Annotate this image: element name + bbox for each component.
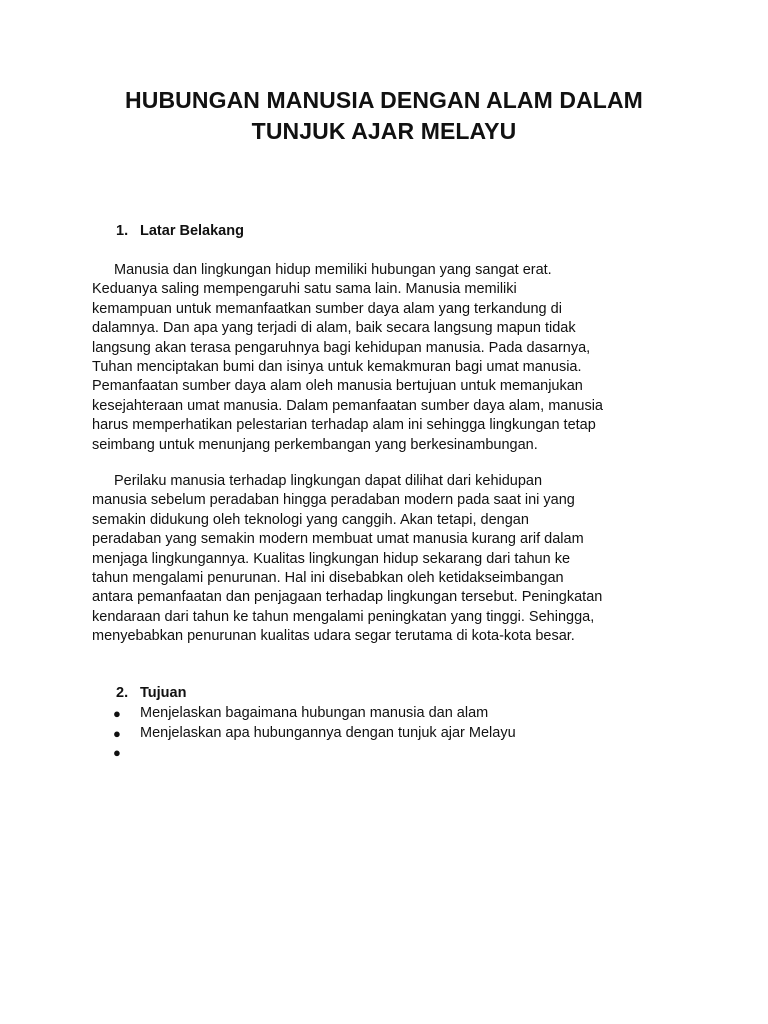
paragraph-1: [92, 261, 652, 455]
paragraph-line: semakin didukung oleh teknologi yang canggih. Akan tetapi, dengan: [92, 511, 529, 528]
paragraph-line: dalamnya. Dan apa yang terjadi di alam, baik secara langsung mapun tidak: [92, 320, 576, 337]
section-number: 1.: [116, 223, 129, 239]
paragraph-line: peradaban yang semakin modern membuat umat manusia kurang arif dalam: [92, 531, 584, 548]
section-number: 2.: [116, 685, 129, 701]
paragraph-line: Perilaku manusia terhadap lingkungan dapat dilihat dari kehidupan: [114, 473, 543, 489]
paragraph-line: Pemanfaatan sumber daya alam oleh manusia bertujuan untuk memanjukan: [92, 378, 583, 395]
paragraph-line: seimbang untuk menunjang perkembangan yang berkesinambungan.: [92, 436, 538, 453]
paragraph-line: Keduanya saling mempengaruhi satu sama lain. Manusia memiliki: [92, 281, 517, 298]
section-heading-text: Tujuan: [140, 685, 187, 701]
paragraph-2: [92, 472, 652, 647]
section-heading-text: Latar Belakang: [140, 223, 244, 239]
paragraph-line: antara pemanfaatan dan penjagaan terhadap lingkungan tersebut. Peningkatan: [92, 589, 603, 606]
list-item: [113, 704, 516, 724]
list-item-text: Menjelaskan bagaimana hubungan manusia dan alam: [140, 705, 489, 721]
paragraph-line: manusia sebelum peradaban hingga peradaban modern pada saat ini yang: [92, 492, 575, 509]
bullet-icon: ●: [113, 706, 121, 721]
document-title: [60, 85, 708, 147]
paragraph-line: menyebabkan penurunan kualitas udara segar terutama di kota-kota besar.: [92, 628, 575, 645]
paragraph-line: Manusia dan lingkungan hidup memiliki hubungan yang sangat erat.: [114, 262, 552, 278]
paragraph-line: kesejahteraan umat manusia. Dalam pemanfaatan sumber daya alam, manusia: [92, 397, 603, 414]
title-line: TUNJUK AJAR MELAYU: [251, 118, 517, 144]
paragraph-line: tahun mengalami penurunan. Hal ini disebabkan oleh ketidakseimbangan: [92, 570, 564, 587]
paragraph-line: harus memperhatikan pelestarian terhadap alam ini sehingga lingkungan tetap: [92, 417, 596, 434]
bullet-icon: ●: [113, 725, 121, 741]
section-heading-tujuan: [116, 683, 186, 703]
paragraph-line: menjaga lingkungannya. Kualitas lingkungan hidup sekarang dari tahun ke: [92, 550, 571, 567]
bullet-icon: ●: [113, 745, 121, 760]
paragraph-line: kendaraan dari tahun ke tahun mengalami peningkatan yang tinggi. Sehingga,: [92, 608, 595, 625]
list-item: [113, 724, 516, 744]
paragraph-line: langsung akan terasa pengaruhnya bagi kehidupan manusia. Pada dasarnya,: [92, 339, 591, 356]
title-line: HUBUNGAN MANUSIA DENGAN ALAM DALAM: [125, 87, 643, 113]
list-item-text: Menjelaskan apa hubungannya dengan tunjuk ajar Melayu: [140, 724, 516, 741]
list-item: [113, 743, 516, 763]
paragraph-line: kemampuan untuk memanfaatkan sumber daya alam yang terkandung di: [92, 300, 562, 317]
objectives-list: [113, 704, 516, 763]
section-heading-latar-belakang: [116, 221, 244, 241]
paragraph-line: Tuhan menciptakan bumi dan isinya untuk kemakmuran bagi umat manusia.: [92, 359, 582, 376]
